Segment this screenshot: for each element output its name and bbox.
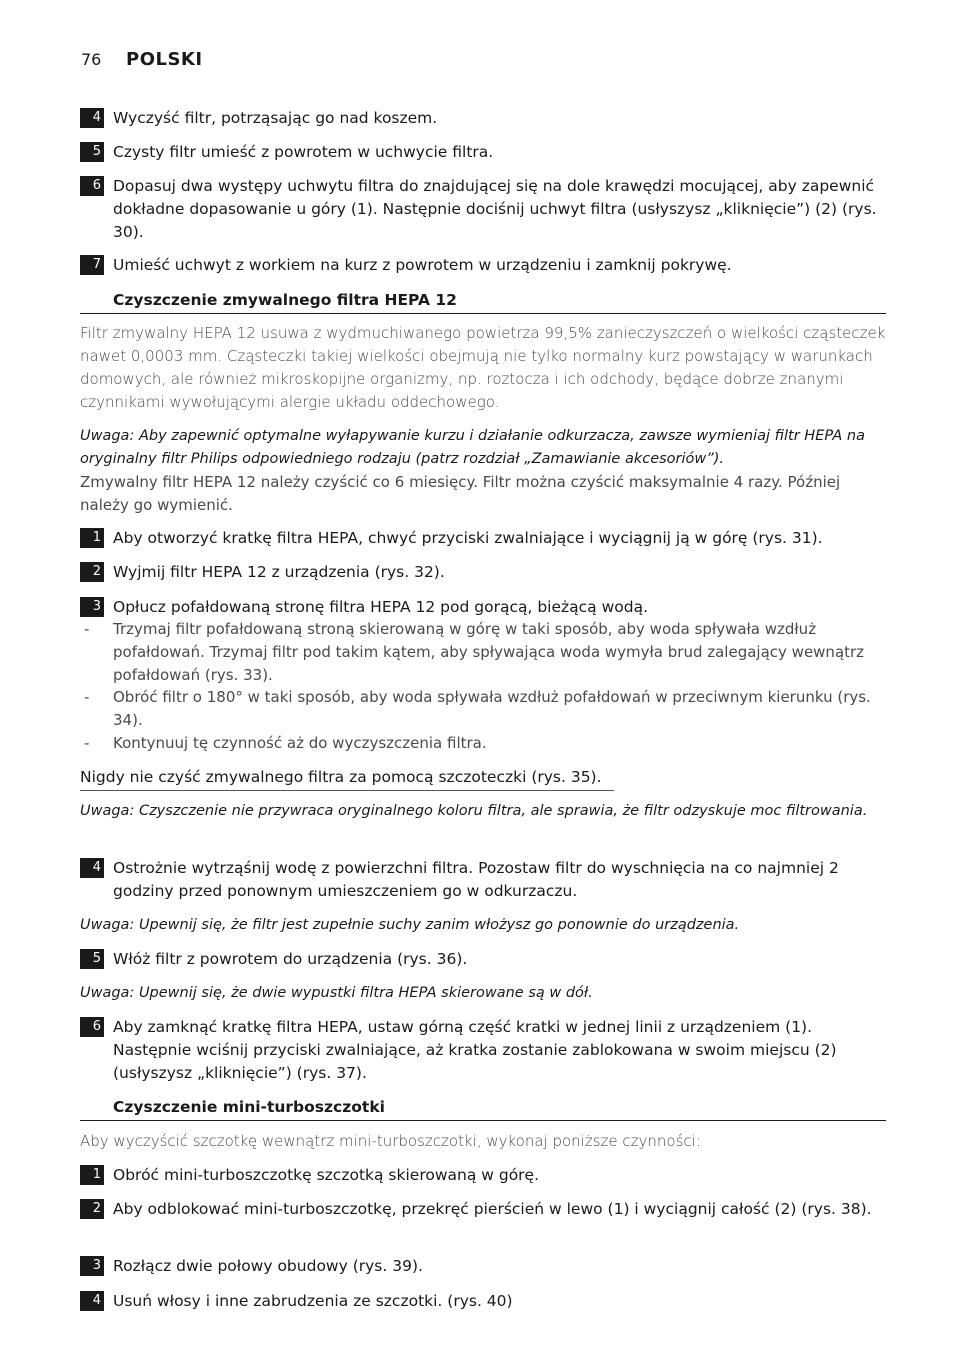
step-item: [80, 1255, 886, 1278]
step-number: 5: [80, 949, 104, 969]
step-text: Aby zamknąć kratkę filtra HEPA, ustaw górną część kratki w jednej linii z urządzeniem (1). Następnie wciśnij przyciski zwalniające, aż kratka zostanie zablokowana w swoim miejscu (2) (usłyszysz „kliknięcie”) (rys. 37).: [113, 1018, 837, 1082]
step-number: 4: [80, 108, 104, 128]
step-number: 1: [80, 528, 104, 548]
step-item: [80, 596, 886, 619]
step-number: 3: [80, 1256, 104, 1276]
step-item: [80, 1016, 886, 1085]
step-number: 5: [80, 142, 104, 162]
intro-paragraph: Aby wyczyścić szczotkę wewnątrz mini-turboszczotki, wykonaj poniższe czynności:: [80, 1132, 701, 1150]
step-number: 2: [80, 562, 104, 582]
section-divider: [80, 1120, 886, 1121]
bullet-text: Kontynuuj tę czynność aż do wyczyszczenia filtra.: [113, 734, 487, 752]
warning-underline: [80, 790, 614, 791]
section-language-title: POLSKI: [126, 49, 203, 70]
step-text: Usuń włosy i inne zabrudzenia ze szczotki. (rys. 40): [113, 1292, 513, 1310]
warning-text: Nigdy nie czyść zmywalnego filtra za pomocą szczoteczki (rys. 35).: [80, 768, 602, 786]
note-plain-text: Zmywalny filtr HEPA 12 należy czyścić co 6 miesięcy. Filtr można czyścić maksymalnie 4 razy. Później należy go wymienić.: [80, 473, 841, 514]
bullet-item: [80, 618, 886, 687]
step-text: Dopasuj dwa występy uchwytu filtra do znajdującej się na dole krawędzi mocującej, aby zapewnić dokładne dopasowanie u góry (1). Następnie dociśnij uchwyt filtra (usłyszysz „kliknięcie”) (2) (rys. 30).: [113, 177, 877, 241]
step-text: Aby odblokować mini-turboszczotkę, przekręć pierścień w lewo (1) i wyciągnij całość (2) (rys. 38).: [113, 1200, 872, 1218]
step-number: 3: [80, 597, 104, 617]
bullet-dash: -: [84, 688, 90, 706]
step-text: Umieść uchwyt z workiem na kurz z powrotem w urządzeniu i zamknij pokrywę.: [113, 256, 732, 274]
step-item: [80, 1164, 886, 1187]
bullet-dash: -: [84, 620, 90, 638]
bullet-text: Obróć filtr o 180° w taki sposób, aby woda spływała wzdłuż pofałdowań w przeciwnym kierunku (rys. 34).: [113, 688, 871, 729]
step-item: [80, 561, 886, 584]
step-text: Czysty filtr umieść z powrotem w uchwycie filtra.: [113, 143, 494, 161]
step-item: [80, 1198, 886, 1221]
note-paragraph: Uwaga: Upewnij się, że filtr jest zupełnie suchy zanim włożysz go ponownie do urządzenia.: [80, 917, 740, 933]
step-text: Włóż filtr z powrotem do urządzenia (rys. 36).: [113, 950, 468, 968]
page-number: 76: [81, 50, 102, 69]
step-text: Ostrożnie wytrząśnij wodę z powierzchni filtra. Pozostaw filtr do wyschnięcia na co najmniej 2 godziny przed ponownym umieszczeniem go w odkurzaczu.: [113, 859, 839, 900]
step-item: [80, 857, 886, 903]
step-text: Aby otworzyć kratkę filtra HEPA, chwyć przyciski zwalniające i wyciągnij ją w górę (rys. 31).: [113, 529, 823, 547]
step-number: 4: [80, 858, 104, 878]
step-text: Rozłącz dwie połowy obudowy (rys. 39).: [113, 1257, 423, 1275]
note-paragraph: Uwaga: Upewnij się, że dwie wypustki filtra HEPA skierowane są w dół.: [80, 985, 593, 1001]
step-number: 4: [80, 1291, 104, 1311]
step-number: 2: [80, 1199, 104, 1219]
note-text: Uwaga: Aby zapewnić optymalne wyłapywanie kurzu i działanie odkurzacza, zawsze wymieniaj filtr HEPA na oryginalny filtr Philips odpowiedniego rodzaju (patrz rozdział „Zamawianie akcesoriów”).: [80, 428, 865, 467]
step-item: [80, 1290, 886, 1313]
step-number: 6: [80, 176, 104, 196]
bullet-dash: -: [84, 734, 90, 752]
step-number: 7: [80, 255, 104, 275]
note-paragraph: [80, 425, 886, 517]
bullet-item: [80, 686, 886, 732]
step-item: [80, 107, 886, 130]
step-text: Wyczyść filtr, potrząsając go nad koszem.: [113, 109, 438, 127]
step-text: Wyjmij filtr HEPA 12 z urządzenia (rys. 32).: [113, 563, 445, 581]
section-divider: [80, 313, 886, 314]
bullet-text: Trzymaj filtr pofałdowaną stroną skierowaną w górę w taki sposób, aby woda spływała wzdłuż pofałdowań. Trzymaj filtr pod takim kątem, aby spływająca woda wymyła brud zalegający wewnątrz pofałdowań (rys. 33).: [113, 620, 865, 684]
step-number: 6: [80, 1017, 104, 1037]
step-item: [80, 175, 886, 244]
step-item: [80, 254, 886, 277]
step-item: [80, 527, 886, 550]
step-item: [80, 948, 886, 971]
note-paragraph: Uwaga: Czyszczenie nie przywraca oryginalnego koloru filtra, ale sprawia, że filtr odzyskuje moc filtrowania.: [80, 803, 868, 819]
bullet-item: [80, 732, 886, 755]
section-heading-turbo: Czyszczenie mini-turboszczotki: [113, 1098, 385, 1116]
step-number: 1: [80, 1165, 104, 1185]
step-text: Opłucz pofałdowaną stronę filtra HEPA 12 pod gorącą, bieżącą wodą.: [113, 598, 649, 616]
intro-paragraph: Filtr zmywalny HEPA 12 usuwa z wydmuchiwanego powietrza 99,5% zanieczyszczeń o wielkości cząsteczek nawet 0,0003 mm. Cząsteczki takiej wielkości obejmują nie tylko normalny kurz powstający w warunkach domowych, ale również mikroskopijne organizmy, np. roztocza i ich odchody, będące dobrze znanymi czynnikami wywołującymi alergie układu oddechowego.: [80, 324, 886, 411]
step-text: Obróć mini-turboszczotkę szczotką skierowaną w górę.: [113, 1166, 540, 1184]
step-item: [80, 141, 886, 164]
section-heading-hepa: Czyszczenie zmywalnego filtra HEPA 12: [113, 291, 457, 309]
